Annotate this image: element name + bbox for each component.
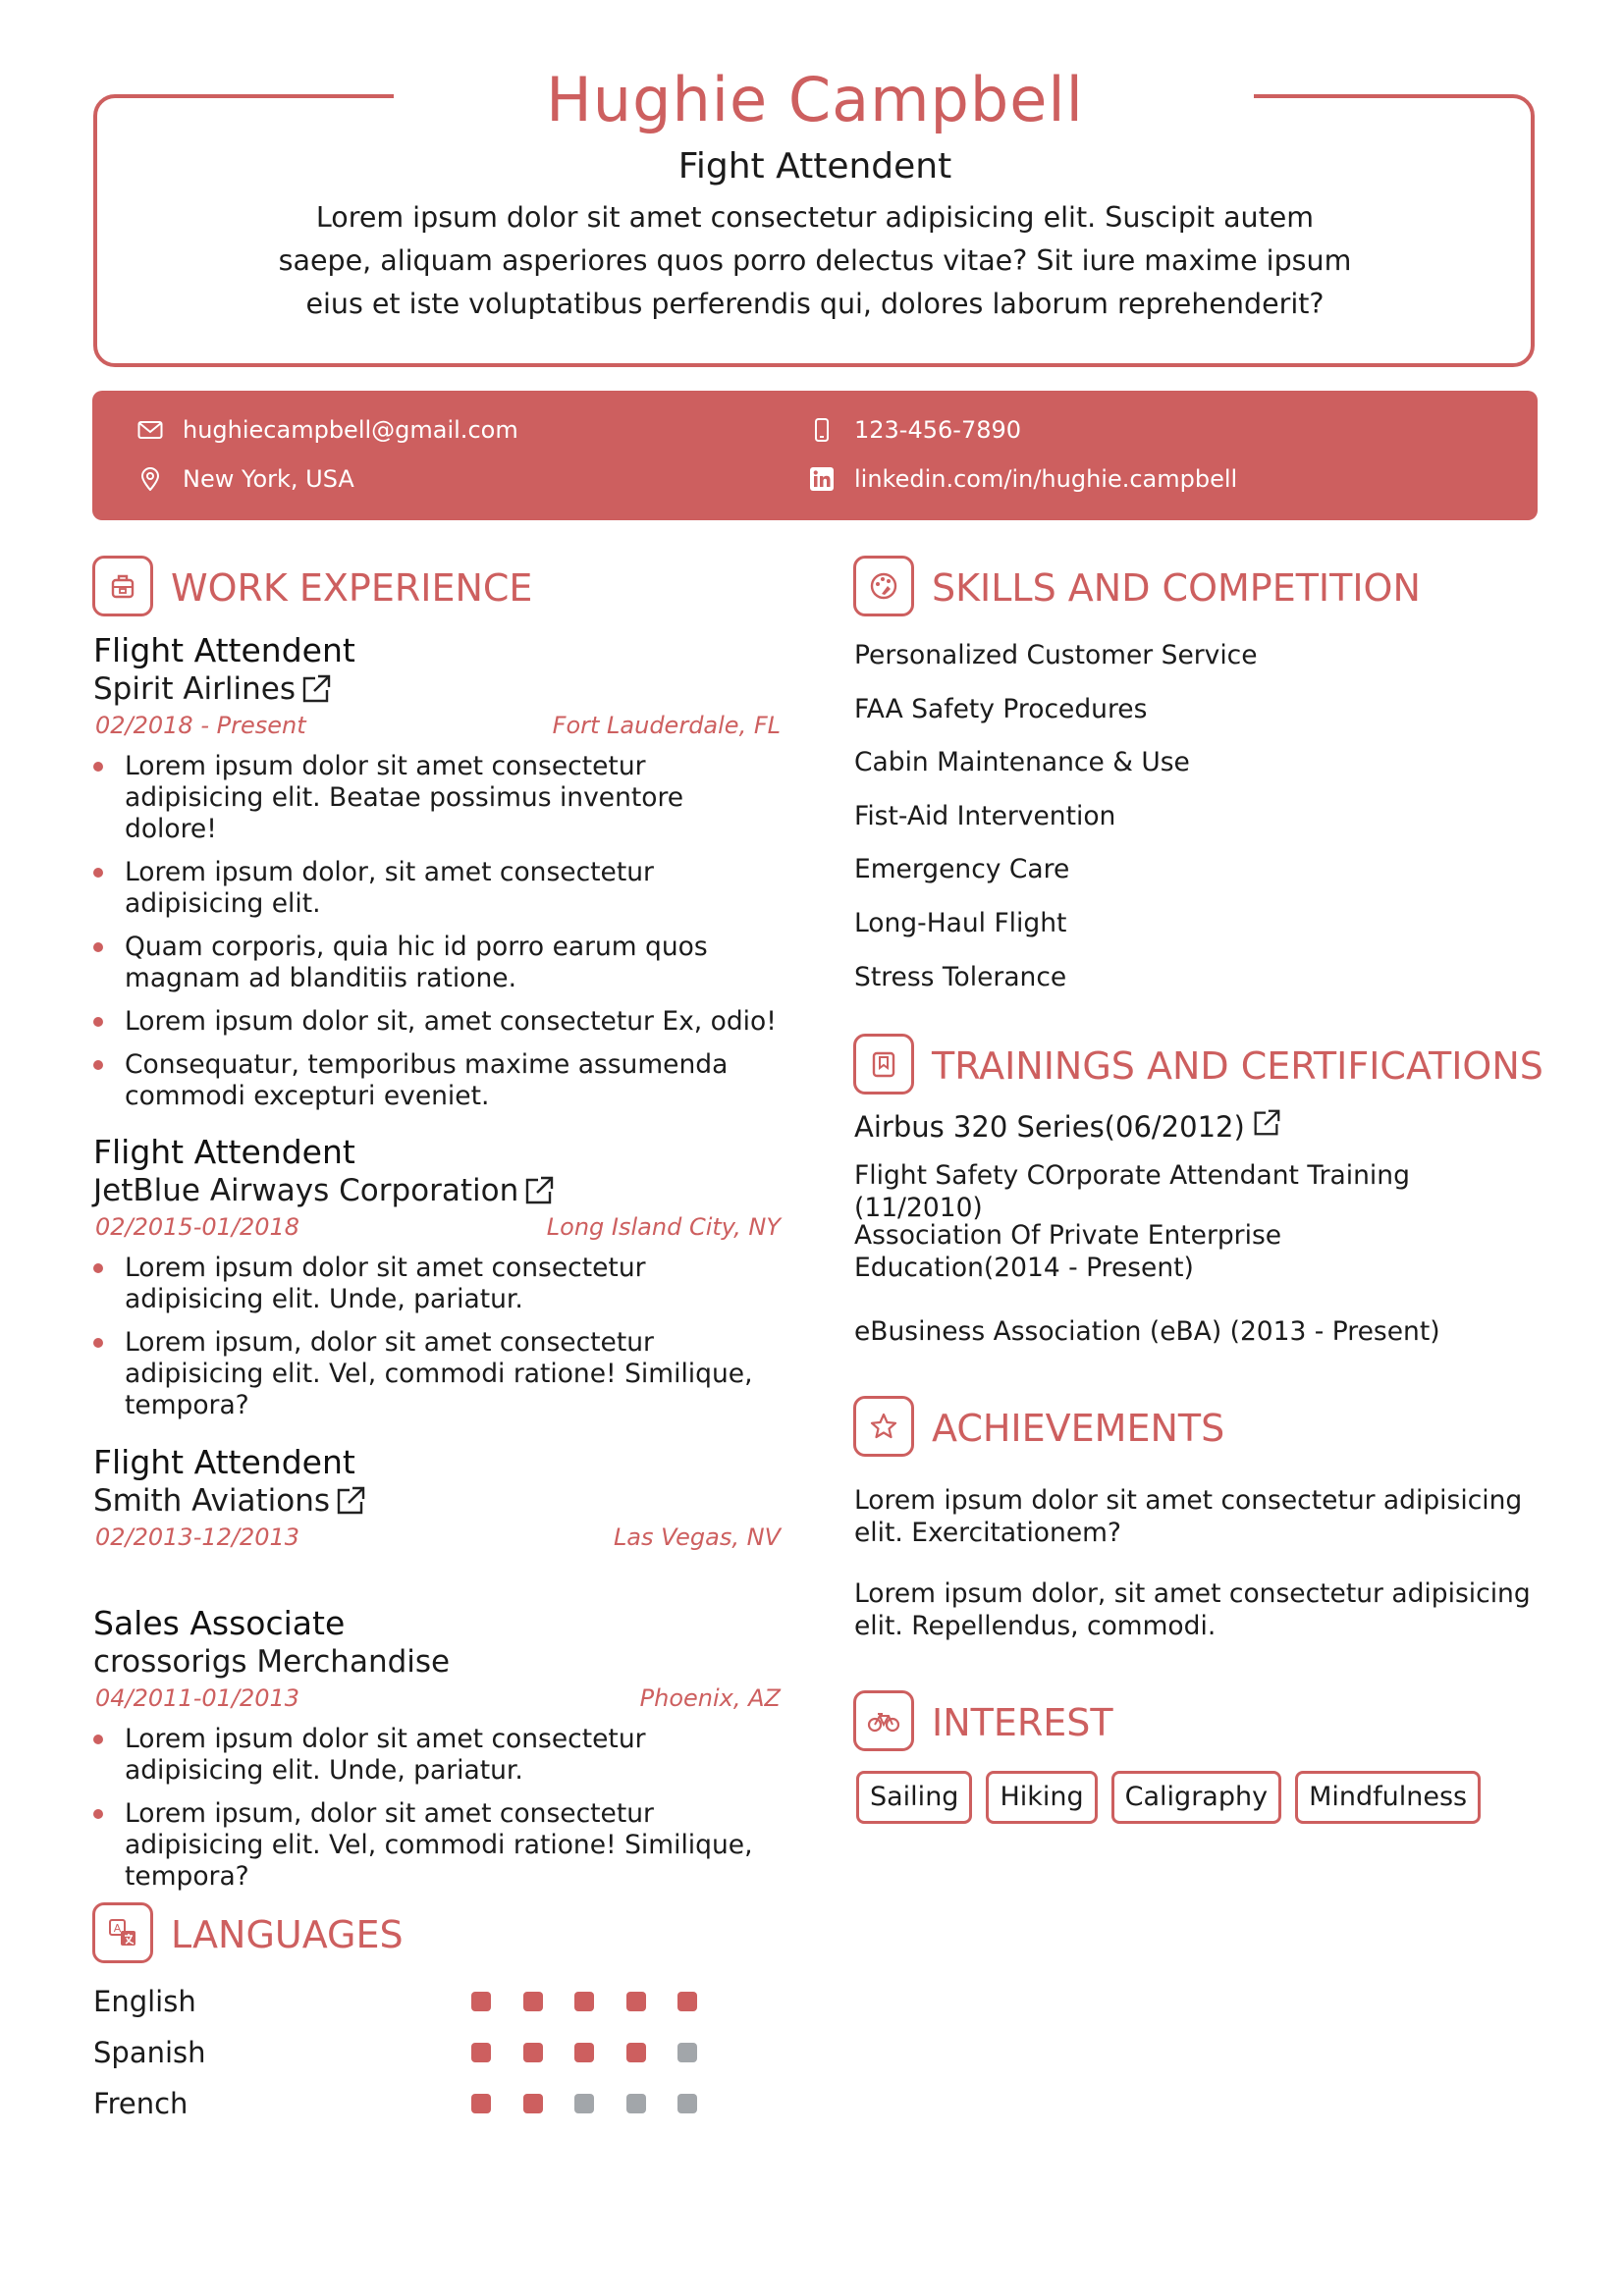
- bullet-dot: [93, 1017, 103, 1027]
- section-icon-box: [853, 1690, 914, 1751]
- job-location: Phoenix, AZ: [639, 1684, 781, 1712]
- job-date: 02/2015-01/2018: [95, 1213, 300, 1241]
- svg-text:A: A: [113, 1922, 122, 1935]
- job-entry: [93, 631, 781, 1124]
- section-title: SKILLS AND COMPETITION: [932, 566, 1421, 610]
- bullet-dot: [93, 942, 103, 952]
- job-date: 04/2011-01/2013: [95, 1684, 300, 1712]
- bullet-dot: [93, 1338, 103, 1348]
- bullet-text: Lorem ipsum dolor sit amet consectetur adipisicing elit. Beatae possimus inventore dolore!: [125, 751, 684, 844]
- list-item: [93, 1049, 781, 1112]
- rating-dot-filled: [574, 2043, 594, 2062]
- section-title: ACHIEVEMENTS: [932, 1407, 1225, 1450]
- section-title: INTEREST: [932, 1701, 1113, 1744]
- rating-dot-filled: [471, 1992, 491, 2011]
- job-location: Las Vegas, NV: [613, 1523, 781, 1551]
- candidate-title: Fight Attendent: [677, 146, 952, 187]
- bullet-text: Lorem ipsum, dolor sit amet consectetur adipisicing elit. Vel, commodi ratione! Similique, tempora?: [125, 1327, 753, 1420]
- list-item: [93, 1006, 781, 1038]
- interest-tags: [856, 1771, 1494, 1824]
- list-item: Fist-Aid Intervention: [854, 800, 1116, 831]
- section-title: LANGUAGES: [171, 1913, 404, 1956]
- section-title: TRAININGS AND CERTIFICATIONS: [932, 1044, 1543, 1088]
- translate-icon: [107, 1917, 138, 1949]
- list-item: Personalized Customer Service: [854, 640, 1258, 670]
- job-entry: [93, 1133, 781, 1433]
- achievement-item: Lorem ipsum dolor, sit amet consectetur adipisicing elit. Repellendus, commodi.: [854, 1578, 1531, 1641]
- job-date: 02/2013-12/2013: [95, 1523, 300, 1551]
- rating-dot-filled: [523, 2094, 543, 2113]
- bullet-text: Consequatur, temporibus maxime assumenda commodi excepturi eveniet.: [125, 1049, 729, 1111]
- list-item: [93, 1253, 781, 1315]
- company-name-row: [93, 1643, 781, 1681]
- section-icon-box: [853, 1396, 914, 1457]
- list-item: Long-Haul Flight: [854, 907, 1067, 938]
- section-icon-box: [853, 1034, 914, 1095]
- location-text: New York, USA: [183, 465, 354, 493]
- company-name: JetBlue Airways Corporation: [93, 1173, 519, 1208]
- bullet-dot: [93, 868, 103, 878]
- bicycle-icon: [867, 1706, 900, 1735]
- job-title: Flight Attendent: [93, 631, 355, 669]
- bullet-text: Lorem ipsum dolor sit amet consectetur adipisicing elit. Unde, pariatur.: [125, 1253, 646, 1314]
- job-meta: [93, 1681, 781, 1716]
- company-name: Smith Aviations: [93, 1483, 331, 1519]
- list-item: [93, 932, 781, 994]
- summary-text: Lorem ipsum dolor sit amet consectetur adipisicing elit. Suscipit autem saepe, aliquam asperiores quos porro delectus vitae? Sit iure maxime ipsum eius et iste voluptatibus perferendis qui, dolores laborum reprehenderit?: [278, 201, 1352, 320]
- list-item: [93, 857, 781, 920]
- job-title: Sales Associate: [93, 1604, 346, 1642]
- contact-bar: [92, 391, 1538, 520]
- bullet-dot: [93, 762, 103, 772]
- list-item: [93, 1798, 781, 1893]
- company-link[interactable]: [93, 1482, 781, 1520]
- phone-text: 123-456-7890: [854, 416, 1022, 444]
- interest-tag: Sailing: [856, 1771, 972, 1824]
- rating-dot-filled: [471, 2094, 491, 2113]
- section-icon-box: [853, 556, 914, 616]
- job-location: Long Island City, NY: [546, 1213, 781, 1241]
- training-item: Association Of Private Enterprise Education(2014 - Present): [854, 1220, 1282, 1283]
- rating-dot-filled: [523, 2043, 543, 2062]
- rating-dot-empty: [574, 2094, 594, 2113]
- language-name: French: [93, 2087, 189, 2120]
- company-link[interactable]: [93, 670, 781, 708]
- bullet-text: Lorem ipsum, dolor sit amet consectetur adipisicing elit. Vel, commodi ratione! Similique, tempora?: [125, 1798, 753, 1892]
- email-text: hughiecampbell@gmail.com: [183, 416, 518, 444]
- rating-dot-empty: [677, 2094, 697, 2113]
- list-item: Emergency Care: [854, 854, 1070, 885]
- rating-dot-empty: [677, 2043, 697, 2062]
- bullet-dot: [93, 1735, 103, 1744]
- rating-dot-filled: [471, 2043, 491, 2062]
- language-name: English: [93, 1985, 196, 2018]
- skills-list: [854, 638, 1258, 1013]
- interest-tag: Caligraphy: [1111, 1771, 1281, 1824]
- star-icon: [868, 1411, 899, 1442]
- job-bullets: [93, 1253, 781, 1421]
- rating-dot-filled: [523, 1992, 543, 2011]
- list-item: [93, 1327, 781, 1421]
- job-meta: [93, 1209, 781, 1245]
- linkedin-text: linkedin.com/in/hughie.campbell: [854, 465, 1238, 493]
- bookmark-icon: [869, 1049, 898, 1079]
- language-row: [93, 2085, 722, 2124]
- section-icon-box: [92, 1902, 153, 1963]
- bullet-text: Lorem ipsum dolor, sit amet consectetur adipisicing elit.: [125, 857, 654, 919]
- external-link-icon[interactable]: [522, 1174, 556, 1207]
- bullet-dot: [93, 1263, 103, 1273]
- job-meta: [93, 1520, 781, 1555]
- language-name: Spanish: [93, 2036, 206, 2069]
- list-item: [93, 751, 781, 845]
- job-title: Flight Attendent: [93, 1443, 355, 1481]
- linkedin-icon: [809, 467, 835, 491]
- section-title: WORK EXPERIENCE: [171, 566, 533, 610]
- bullet-dot: [93, 1809, 103, 1819]
- job-title: Flight Attendent: [93, 1133, 355, 1171]
- phone-icon: [809, 418, 835, 442]
- map-pin-icon: [137, 467, 163, 491]
- company-name: Spirit Airlines: [93, 671, 296, 707]
- rating-dot-filled: [574, 1992, 594, 2011]
- job-bullets: [93, 1724, 781, 1893]
- interest-tag: Mindfulness: [1295, 1771, 1481, 1824]
- job-bullets: [93, 751, 781, 1112]
- rating-dot-filled: [626, 2043, 646, 2062]
- company-link[interactable]: [93, 1172, 781, 1209]
- external-link-icon[interactable]: [1251, 1107, 1282, 1139]
- interest-tag: Hiking: [986, 1771, 1097, 1824]
- bullet-text: Quam corporis, quia hic id porro earum quos magnam ad blanditiis ratione.: [125, 932, 708, 993]
- job-meta: [93, 708, 781, 743]
- achievement-item: Lorem ipsum dolor sit amet consectetur adipisicing elit. Exercitationem?: [854, 1485, 1523, 1548]
- language-row: [93, 2034, 722, 2073]
- rating-dot-filled: [677, 1992, 697, 2011]
- external-link-icon[interactable]: [299, 672, 333, 706]
- briefcase-icon: [108, 571, 137, 601]
- candidate-name: Hughie Campbell: [546, 64, 1084, 135]
- rating-dot-filled: [626, 1992, 646, 2011]
- bullet-text: Lorem ipsum dolor sit, amet consectetur Ex, odio!: [125, 1006, 777, 1037]
- job-entry: [93, 1443, 781, 1555]
- job-location: Fort Lauderdale, FL: [552, 712, 781, 739]
- company-name: crossorigs Merchandise: [93, 1644, 451, 1680]
- training-item: Flight Safety COrporate Attendant Training (11/2010): [854, 1160, 1410, 1223]
- training-item[interactable]: [854, 1107, 1532, 1144]
- palette-icon: [868, 570, 899, 602]
- list-item: Cabin Maintenance & Use: [854, 747, 1190, 778]
- external-link-icon[interactable]: [334, 1484, 367, 1518]
- job-date: 02/2018 - Present: [95, 712, 306, 739]
- training-text: Airbus 320 Series(06/2012): [854, 1110, 1245, 1144]
- list-item: [93, 1724, 781, 1787]
- language-row: [93, 1983, 722, 2022]
- list-item: Stress Tolerance: [854, 961, 1067, 992]
- bullet-dot: [93, 1060, 103, 1070]
- list-item: FAA Safety Procedures: [854, 693, 1148, 724]
- bullet-text: Lorem ipsum dolor sit amet consectetur adipisicing elit. Unde, pariatur.: [125, 1724, 646, 1786]
- rating-dot-empty: [626, 2094, 646, 2113]
- envelope-icon: [137, 418, 163, 442]
- job-entry: [93, 1604, 781, 1904]
- training-item: eBusiness Association (eBA) (2013 - Present): [854, 1316, 1440, 1347]
- section-icon-box: [92, 556, 153, 616]
